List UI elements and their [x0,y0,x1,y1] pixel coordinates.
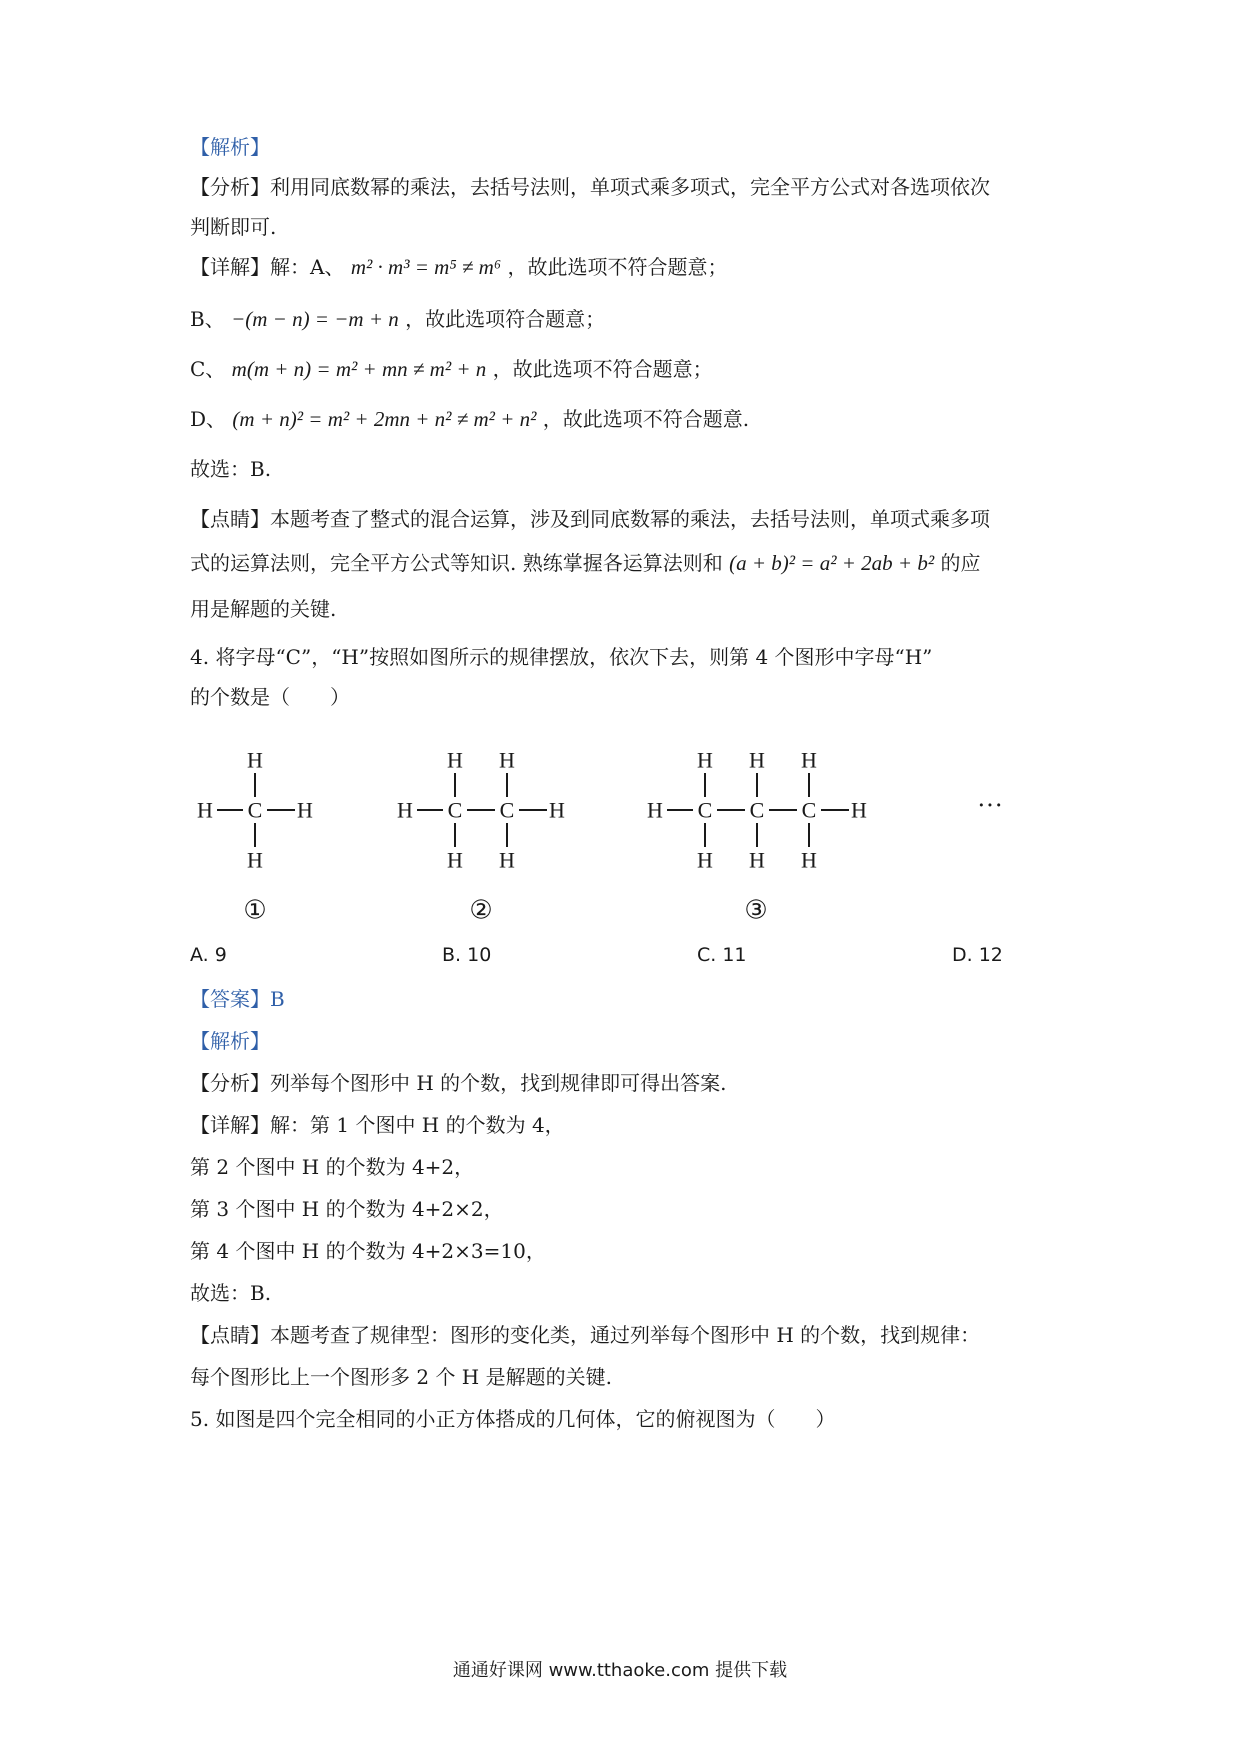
answer-label: 【答案】B [190,987,285,1011]
atom-h: H [749,750,765,773]
atom-c: C [447,797,463,823]
analysis-text: 【分析】列举每个图形中 H 的个数，找到规律即可得出答案. [190,1071,727,1095]
choice-b[interactable]: B. 10 [442,944,492,966]
option-prefix: B、 [190,307,225,331]
formula-b: −(m − n) = −m + n [231,307,399,331]
dianjing-suffix: 的应 [940,551,981,575]
atom-h: H [447,847,463,873]
footer-watermark: 通通好课网 www.tthaoke.com 提供下载 [452,1660,788,1681]
formula-a: m² · m³ = m⁵ ≠ m⁶ [350,255,502,279]
atom-h: H [549,797,565,823]
detail-line-c [190,354,713,384]
detail-suffix: ，故此选项不符合题意； [507,255,728,279]
choice-d[interactable]: D. 12 [952,944,1003,966]
dianjing-text: 用是解题的关键. [190,597,337,621]
figure-label: ② [469,895,493,925]
answer-text [190,984,285,1014]
atom-c: C [247,797,263,823]
detail-line-a [190,252,727,282]
detail-line-d [190,404,749,434]
atom-h: H [297,797,313,823]
detail-suffix: ，故此选项符合题意； [405,307,606,331]
atom-h: H [397,797,413,823]
atom-h: H [801,847,817,873]
question-5-text: 5. 如图是四个完全相同的小正方体搭成的几何体，它的俯视图为（ ） [190,1407,836,1431]
detail-text: 第 3 个图中 H 的个数为 4+2×2， [190,1197,504,1221]
detail-suffix: ，故此选项不符合题意. [542,407,750,431]
question-4-text: 的个数是（ ） [190,685,350,709]
atom-h: H [247,750,263,773]
section-heading-jiexi: 【解析】 [190,1029,270,1053]
formula-square: (a + b)² = a² + 2ab + b² [729,551,935,575]
figure-label: ① [243,895,267,925]
formula-c: m(m + n) = m² + mn ≠ m² + n [231,357,487,381]
dianjing-prefix: 式的运算法则，完全平方公式等知识. 熟练掌握各运算法则和 [190,551,723,575]
answer-choice-text: 故选：B. [190,1281,272,1305]
detail-text: 第 2 个图中 H 的个数为 4+2， [190,1155,475,1179]
atom-h: H [499,750,515,773]
dianjing-text: 【点睛】本题考查了整式的混合运算，涉及到同底数幂的乘法，去括号法则，单项式乘多项 [190,507,990,531]
analysis-text: 判断即可. [190,215,277,239]
detail-suffix: ，故此选项不符合题意； [492,357,713,381]
detail-line-b [190,304,605,334]
atom-h: H [697,847,713,873]
choice-a[interactable]: A. 9 [190,944,227,966]
detail-text: 【详解】解：第 1 个图中 H 的个数为 4， [190,1113,565,1137]
atom-h: H [197,797,213,823]
formula-d: (m + n)² = m² + 2mn + n² ≠ m² + n² [232,407,537,431]
atom-c: C [499,797,515,823]
atom-h: H [247,847,263,873]
atom-c: C [801,797,817,823]
answer-choice-text: 故选：B. [190,457,272,481]
detail-text: 第 4 个图中 H 的个数为 4+2×3=10， [190,1239,546,1263]
dianjing-text: 【点睛】本题考查了规律型：图形的变化类，通过列举每个图形中 H 的个数，找到规律： [190,1323,981,1347]
question-4-text: 4. 将字母“C”，“H”按照如图所示的规律摆放，依次下去，则第 4 个图形中字母“H” [190,645,933,669]
atom-h: H [697,750,713,773]
atom-h: H [851,797,867,823]
figure-label: ③ [744,895,768,925]
option-prefix: C、 [190,357,226,381]
ellipsis: ··· [977,790,1003,820]
detail-label: 【详解】解：A、 [190,255,345,279]
dianjing-text: 每个图形比上一个图形多 2 个 H 是解题的关键. [190,1365,612,1389]
atom-c: C [697,797,713,823]
atom-h: H [447,750,463,773]
dianjing-text [190,548,981,578]
atom-h: H [749,847,765,873]
choice-c[interactable]: C. 11 [697,944,747,966]
option-prefix: D、 [190,407,227,431]
section-heading-jiexi: 【解析】 [190,135,270,159]
molecule-figure [190,750,1090,930]
analysis-text: 【分析】利用同底数幂的乘法，去括号法则，单项式乘多项式，完全平方公式对各选项依次 [190,175,990,199]
atom-h: H [499,847,515,873]
atom-h: H [647,797,663,823]
atom-c: C [749,797,765,823]
atom-h: H [801,750,817,773]
